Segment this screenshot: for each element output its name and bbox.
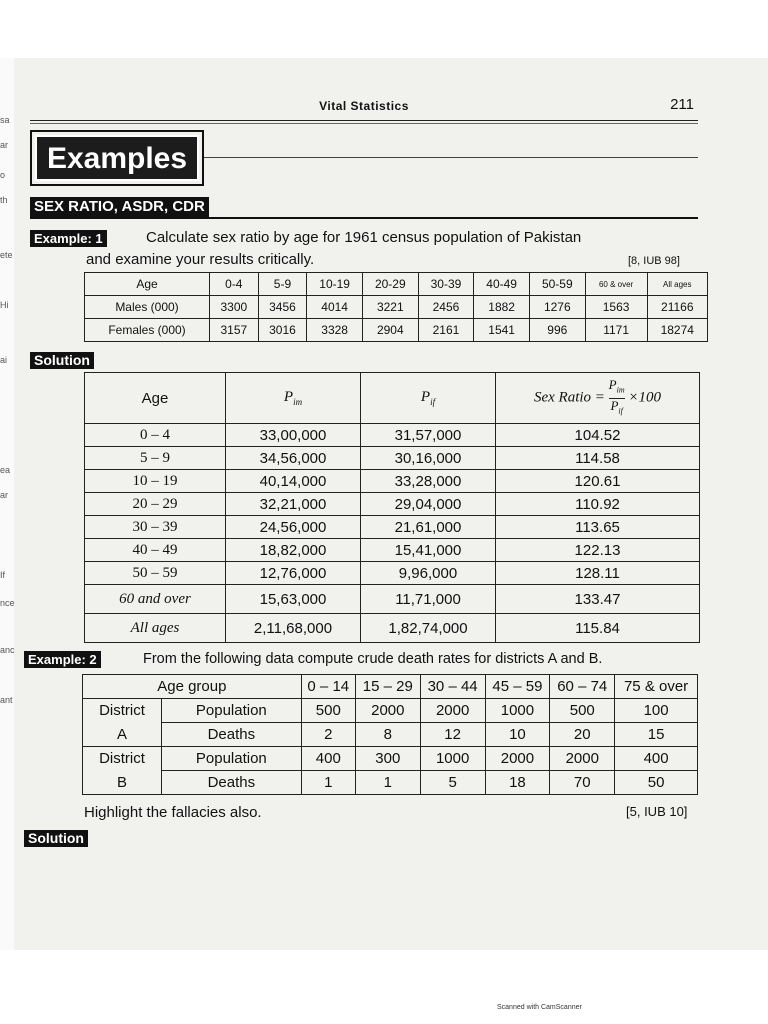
- running-header: [30, 95, 698, 119]
- table-row: 50 – 59 12,76,000 9,96,000 128.11: [85, 562, 700, 585]
- example-1-table: [84, 272, 708, 342]
- examples-rule: [204, 157, 698, 158]
- example-1-reference: [8, IUB 98]: [628, 255, 680, 267]
- example-1-label: Example: 1: [30, 230, 107, 247]
- header-rule-thin: [30, 123, 698, 124]
- example-2-note: Highlight the fallacies also.: [84, 804, 262, 821]
- ratio-fraction: $P_{im}$ $P_{if}$: [608, 376, 625, 416]
- table-row: 10 – 19 40,14,000 33,28,000 120.61: [85, 470, 700, 493]
- example-2-label: Example: 2: [24, 651, 101, 668]
- example-1-text-line1: Calculate sex ratio by age for 1961 census population of Pakistan: [146, 229, 582, 246]
- table-row: District Population 500 2000 2000 1000 500 100: [83, 699, 698, 723]
- example-2-text: From the following data compute crude death rates for districts A and B.: [143, 651, 603, 667]
- page-number: 211: [670, 96, 694, 113]
- col-ratio-header: Sex Ratio = $P_{im}$ $P_{if}$ ×100: [496, 373, 700, 424]
- examples-heading: [30, 130, 204, 186]
- examples-heading-text: Examples: [35, 135, 199, 181]
- col-pm-header: $P_{im}$: [226, 373, 361, 424]
- table-row: Age $P_{im}$ $P_{if}$ Sex Ratio = $P_{im}$ $P_{if}$ ×100: [85, 373, 700, 424]
- table-row: District Population 400 300 1000 2000 2000 400: [83, 747, 698, 771]
- example-2-table: [82, 674, 698, 795]
- table-row: 5 – 9 34,56,000 30,16,000 114.58: [85, 447, 700, 470]
- table-row: 40 – 49 18,82,000 15,41,000 122.13: [85, 539, 700, 562]
- table-row: A Deaths 2 8 12 10 20 15: [83, 723, 698, 747]
- scanner-watermark: Scanned with CamScanner: [497, 1004, 582, 1011]
- table-row: Age group 0 – 14 15 – 29 30 – 44 45 – 59 60 – 74 75 & over: [83, 675, 698, 699]
- solution-2-label: Solution: [24, 830, 88, 847]
- table-row: Females (000) 3157 3016 3328 2904 2161 1541 996 1171 18274: [85, 319, 708, 342]
- section-title: SEX RATIO, ASDR, CDR: [30, 197, 209, 217]
- scan-top-area: [0, 0, 768, 58]
- table-row: All ages 2,11,68,000 1,82,74,000 115.84: [85, 614, 700, 643]
- col-pf-header: $P_{if}$: [361, 373, 496, 424]
- running-header-title: Vital Statistics: [319, 99, 409, 113]
- example-2-reference: [5, IUB 10]: [626, 804, 688, 819]
- solution-1-label: Solution: [30, 352, 94, 369]
- solution-1-table: [84, 372, 700, 643]
- table-row: B Deaths 1 1 5 18 70 50: [83, 771, 698, 795]
- example-1-text-line2: and examine your results critically.: [86, 251, 315, 268]
- table-row: Age 0-4 5-9 10-19 20-29 30-39 40-49 50-59 60 & over All ages: [85, 273, 708, 296]
- table-row: 20 – 29 32,21,000 29,04,000 110.92: [85, 493, 700, 516]
- table-row: 60 and over 15,63,000 11,71,000 133.47: [85, 585, 700, 614]
- table-row: Males (000) 3300 3456 4014 3221 2456 1882 1276 1563 21166: [85, 296, 708, 319]
- header-rule: [30, 120, 698, 121]
- table-row: 0 – 4 33,00,000 31,57,000 104.52: [85, 424, 700, 447]
- table-row: 30 – 39 24,56,000 21,61,000 113.65: [85, 516, 700, 539]
- scan-bottom-area: [0, 950, 768, 1024]
- section-rule: [30, 217, 698, 219]
- left-edge-bleed-text: sa ar o th ete Hi ai ea ar If nce anc ant: [0, 115, 15, 705]
